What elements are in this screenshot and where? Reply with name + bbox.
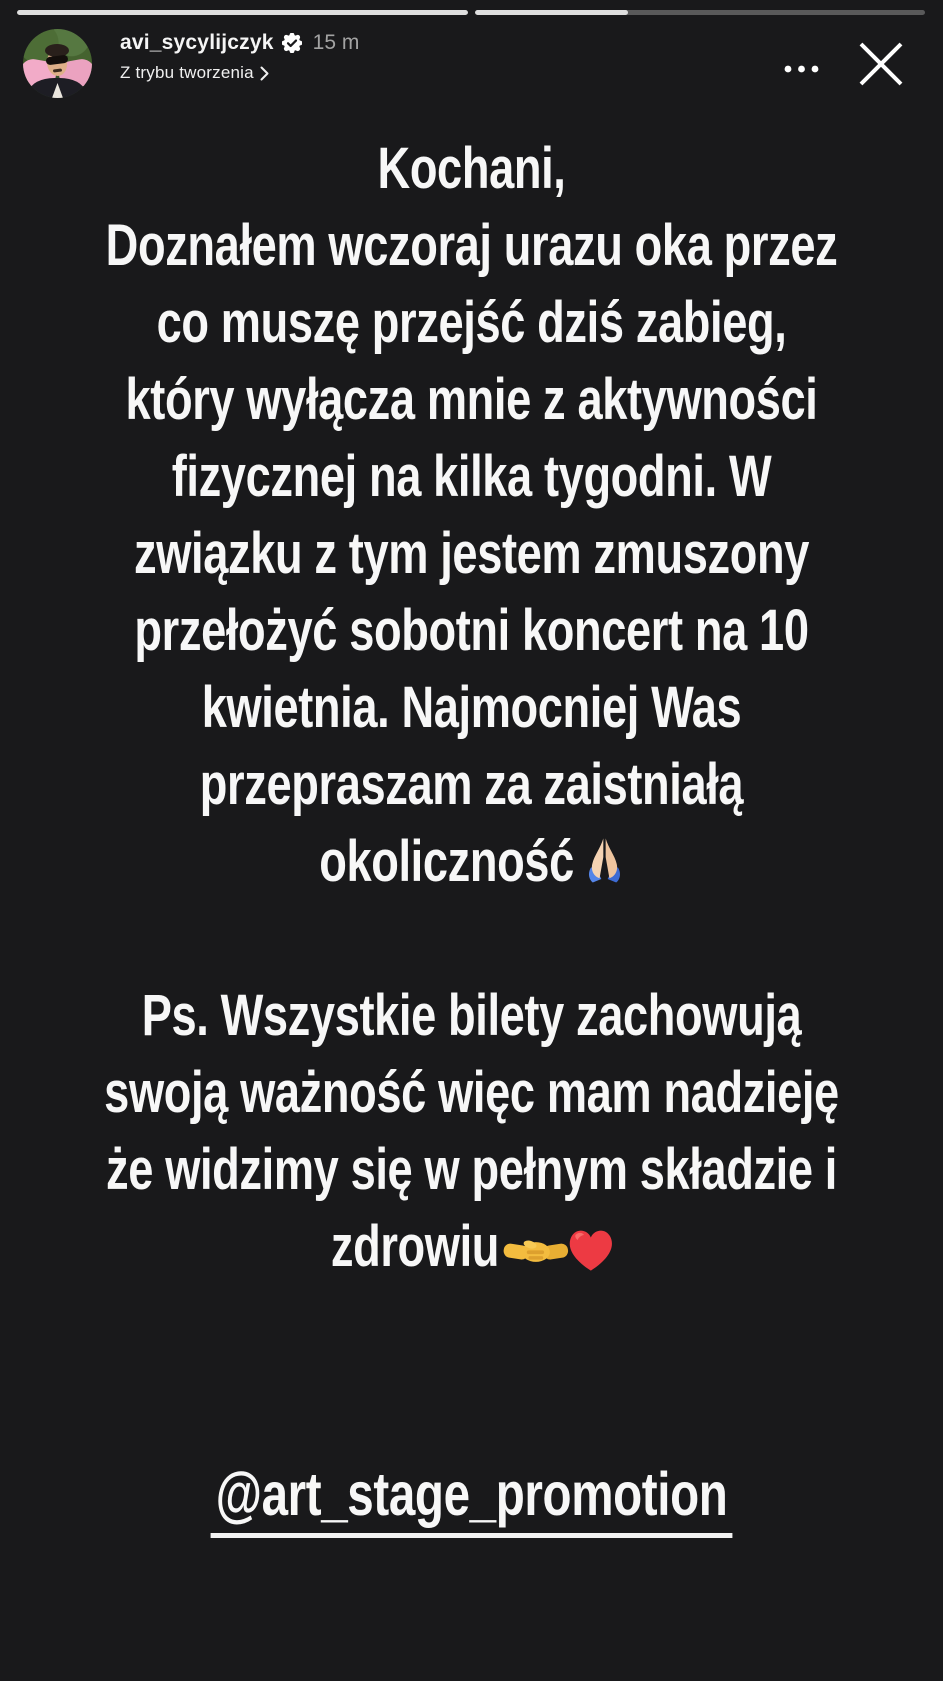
create-mode-link[interactable]	[120, 62, 359, 84]
story-text-line: co muszę przejść dziś zabieg,	[156, 290, 787, 355]
story-text-line: przełożyć sobotni koncert na 10	[134, 598, 809, 663]
story-text-line: przepraszam za zaistniałą	[199, 752, 744, 817]
story-text-line: który wyłącza mnie z aktywności	[125, 367, 818, 432]
story-text-block	[104, 130, 840, 1285]
close-icon	[858, 42, 904, 89]
progress-segment-2	[475, 10, 926, 15]
story-text-line	[104, 900, 840, 977]
create-mode-label: Z trybu tworzenia	[120, 63, 254, 82]
story-text-line: swoją ważność więc mam nadzieję	[104, 1060, 839, 1125]
story-text-line: fizycznej na kilka tygodni. W	[171, 444, 772, 509]
story-text-line: Doznałem wczoraj urazu oka przez	[105, 213, 838, 278]
story-text-line: że widzimy się w pełnym składzie i	[106, 1137, 837, 1202]
story-timestamp: 15 m	[312, 31, 360, 54]
story-text-line: kwietnia. Najmocniej Was	[201, 675, 742, 740]
story-text-line: związku z tym jestem zmuszony	[133, 521, 810, 586]
verified-badge-icon	[282, 33, 302, 53]
close-button[interactable]	[853, 39, 909, 91]
story-text-line: okoliczność	[104, 823, 840, 900]
avatar[interactable]	[23, 29, 92, 98]
progress-segment-1	[17, 10, 468, 15]
progress-fill-2	[475, 10, 628, 15]
progress-fill-1	[17, 10, 468, 15]
mention-link[interactable]: @art_stage_promotion	[211, 1458, 732, 1538]
more-options-button[interactable]	[776, 53, 826, 83]
username[interactable]: avi_sycylijczyk	[120, 31, 274, 54]
mention-row	[104, 1458, 840, 1538]
story-progress-bars	[17, 10, 925, 15]
story-text-line: Ps. Wszystkie bilety zachowują	[141, 983, 802, 1048]
story-text-line: zdrowiu	[104, 1208, 840, 1285]
more-options-icon	[784, 61, 819, 76]
handshake-emoji	[503, 1230, 569, 1274]
chevron-right-icon	[260, 66, 269, 81]
red-heart-emoji	[563, 1223, 618, 1274]
story-text-line: Kochani,	[377, 136, 566, 201]
folded-hands-emoji	[579, 833, 629, 889]
story-header	[23, 29, 923, 99]
header-text	[120, 30, 359, 84]
